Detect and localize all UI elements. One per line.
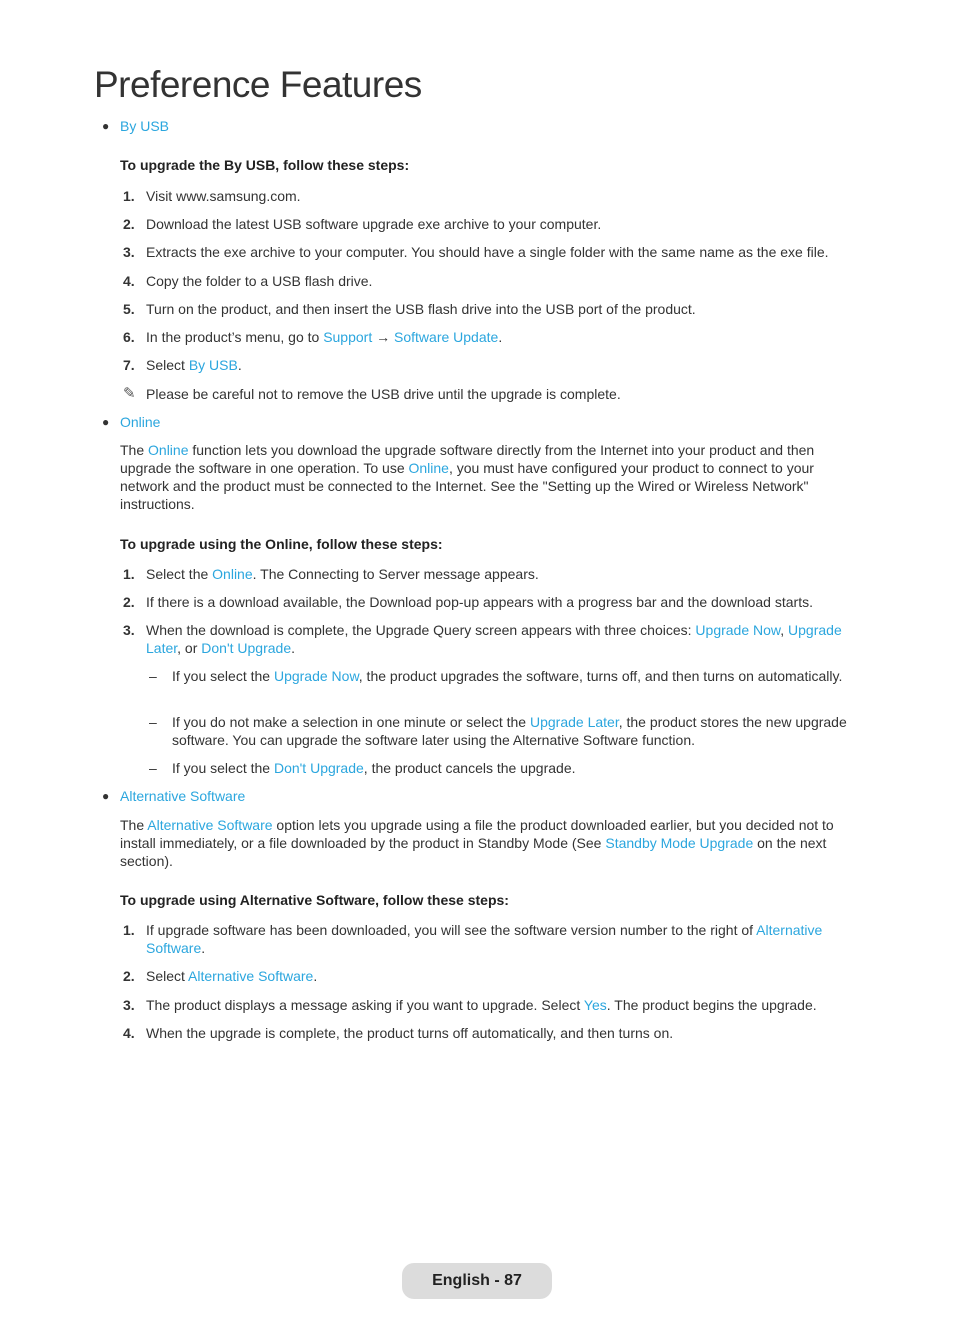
step-number: 7. xyxy=(123,357,135,373)
menu-link[interactable]: Online xyxy=(408,460,449,476)
note-text: Please be careful not to remove the USB drive until the upgrade is complete. xyxy=(146,386,621,402)
text-segment: . The Connecting to Server message appears. xyxy=(252,566,539,582)
text-segment: on the next section). xyxy=(120,835,827,869)
step-number: 4. xyxy=(123,1025,135,1041)
menu-link[interactable]: Yes xyxy=(583,997,607,1013)
menu-link[interactable]: Alternative Software xyxy=(147,817,273,833)
section-title-alternative-software: Alternative Software xyxy=(120,788,246,804)
text-segment: Visit www.samsung.com. xyxy=(146,188,301,204)
text-segment: , you must have configured your product to connect to your network and the product must be connected to the Internet. See the "Setting up the Wired or Wireless Network" instructions. xyxy=(120,460,814,512)
bullet-icon: ● xyxy=(102,415,110,429)
text-segment: option lets you upgrade using a file the product downloaded earlier, but you decided not to install immediately, or a file downloaded by the product in Standby Mode (See xyxy=(120,817,834,851)
text-segment: Select xyxy=(146,357,189,373)
text-segment: , or xyxy=(177,640,202,656)
menu-link[interactable]: Upgrade Later xyxy=(146,622,842,656)
text-segment: , the product cancels the upgrade. xyxy=(363,760,576,776)
step-text xyxy=(146,328,858,346)
step-number: 1. xyxy=(123,188,135,204)
step-text xyxy=(146,967,858,985)
menu-link[interactable]: By USB xyxy=(188,357,238,373)
menu-link[interactable]: Alternative Software xyxy=(188,968,314,984)
step-text xyxy=(146,1024,858,1042)
bullet-icon: ● xyxy=(102,789,110,803)
online-description xyxy=(120,441,860,513)
step-number: 1. xyxy=(123,566,135,582)
menu-link[interactable]: Upgrade Now xyxy=(273,668,359,684)
text-segment: Select the xyxy=(146,566,213,582)
text-segment: If you do not make a selection in one minute or select the xyxy=(172,714,530,730)
sub-item-text xyxy=(172,759,852,777)
text-segment: Select xyxy=(146,968,189,984)
text-segment: , xyxy=(780,622,789,638)
step-text xyxy=(146,921,858,957)
text-segment: . xyxy=(291,640,295,656)
step-number: 2. xyxy=(123,594,135,610)
step-number: 1. xyxy=(123,922,135,938)
step-text xyxy=(146,272,858,290)
text-segment: . xyxy=(237,357,242,373)
pencil-note-icon: ✎ xyxy=(123,385,136,402)
text-segment: , the product upgrades the software, turns off, and then turns on automatically. xyxy=(358,668,843,684)
text-segment: . xyxy=(498,329,503,345)
text-segment: If you select the xyxy=(172,668,274,684)
dash-marker: – xyxy=(149,760,157,776)
step-number: 2. xyxy=(123,968,135,984)
menu-link[interactable]: Standby Mode Upgrade xyxy=(605,835,754,851)
step-number: 3. xyxy=(123,244,135,260)
bullet-icon: ● xyxy=(102,119,110,133)
step-text xyxy=(146,621,858,657)
text-segment: When the upgrade is complete, the product turns off automatically, and then turns on. xyxy=(146,1025,674,1041)
step-text xyxy=(146,215,858,233)
menu-link[interactable]: Upgrade Later xyxy=(529,714,619,730)
menu-link[interactable]: Don't Upgrade xyxy=(201,640,292,656)
step-text xyxy=(146,243,858,261)
step-text xyxy=(146,187,858,205)
step-text xyxy=(146,996,858,1014)
text-segment: If you select the xyxy=(172,760,274,776)
step-number: 3. xyxy=(123,622,135,638)
text-segment: . xyxy=(201,940,206,956)
text-segment: The product displays a message asking if you want to upgrade. Select xyxy=(146,997,584,1013)
section-title-online: Online xyxy=(120,414,161,430)
text-segment: Turn on the product, and then insert the USB flash drive into the USB port of the product. xyxy=(146,301,696,317)
text-segment: → xyxy=(372,329,395,345)
menu-link[interactable]: Alternative Software xyxy=(146,922,823,956)
dash-marker: – xyxy=(149,714,157,730)
step-text xyxy=(146,300,858,318)
step-number: 3. xyxy=(123,997,135,1013)
dash-marker: – xyxy=(149,668,157,684)
step-number: 2. xyxy=(123,216,135,232)
online-steps-heading: To upgrade using the Online, follow these steps: xyxy=(120,536,443,552)
text-segment: If upgrade software has been downloaded, you will see the software version number to the right of xyxy=(146,922,757,938)
section-title-by-usb: By USB xyxy=(120,118,170,134)
menu-link[interactable]: Support xyxy=(323,329,373,345)
menu-link[interactable]: Software Update xyxy=(394,329,499,345)
sub-item-text xyxy=(172,713,852,749)
step-text xyxy=(146,356,858,374)
alternative-steps-heading: To upgrade using Alternative Software, follow these steps: xyxy=(120,892,509,908)
menu-link[interactable]: Online xyxy=(148,442,189,458)
step-text xyxy=(146,593,858,611)
sub-item-text xyxy=(172,667,852,685)
text-segment: , the product stores the new upgrade software. You can upgrade the software later using the Alternative Software function. xyxy=(172,714,847,748)
menu-link[interactable]: Don't Upgrade xyxy=(273,760,364,776)
step-text xyxy=(146,565,858,583)
text-segment: Download the latest USB software upgrade exe archive to your computer. xyxy=(146,216,602,232)
menu-link[interactable]: Upgrade Now xyxy=(695,622,781,638)
step-number: 5. xyxy=(123,301,135,317)
page-number-badge: English - 87 xyxy=(402,1263,552,1299)
text-segment: When the download is complete, the Upgrade Query screen appears with three choices: xyxy=(146,622,696,638)
menu-link[interactable]: Online xyxy=(212,566,253,582)
by-usb-steps-heading: To upgrade the By USB, follow these steps: xyxy=(120,157,410,173)
text-segment: In the product’s menu, go to xyxy=(146,329,324,345)
step-number: 6. xyxy=(123,329,135,345)
step-number: 4. xyxy=(123,273,135,289)
text-segment: The xyxy=(120,442,149,458)
page-title: Preference Features xyxy=(94,64,422,105)
text-segment: Extracts the exe archive to your computer. You should have a single folder with the same name as the exe file. xyxy=(146,244,829,260)
text-segment: function lets you download the upgrade software directly from the Internet into your product and then upgrade the software in one operation. To use xyxy=(120,442,815,476)
text-segment: The xyxy=(120,817,148,833)
text-segment: . xyxy=(313,968,318,984)
text-segment: If there is a download available, the Download pop-up appears with a progress bar and the download starts. xyxy=(146,594,813,610)
alternative-description xyxy=(120,816,860,870)
text-segment: . The product begins the upgrade. xyxy=(606,997,817,1013)
text-segment: Copy the folder to a USB flash drive. xyxy=(146,273,373,289)
